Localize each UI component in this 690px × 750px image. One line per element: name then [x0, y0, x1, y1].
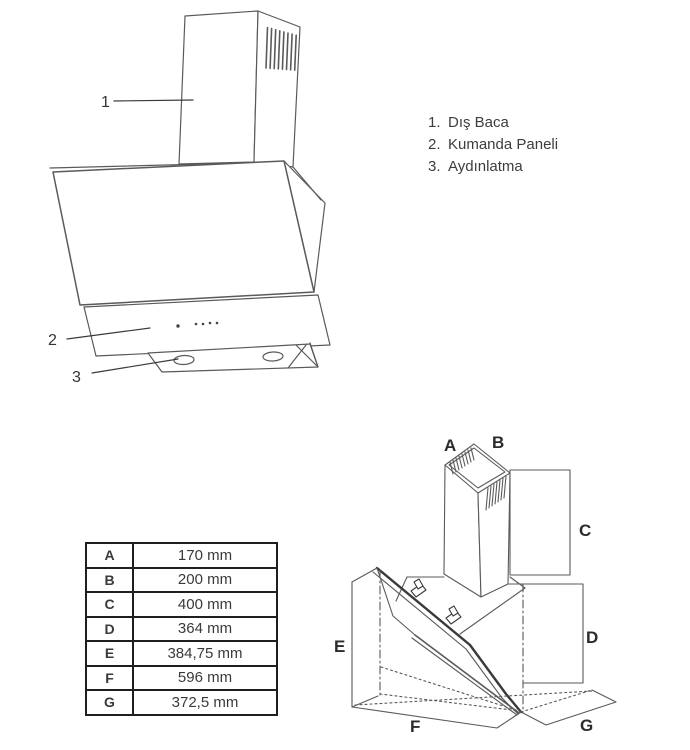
table-row — [86, 568, 277, 593]
dim-label-a: A — [444, 436, 457, 455]
dimension-key-cell: E — [86, 641, 133, 666]
dimension-value-cell: 596 mm — [133, 666, 277, 691]
table-row — [86, 617, 277, 642]
table-row — [86, 641, 277, 666]
legend-item — [428, 156, 558, 178]
dimension-value-cell: 364 mm — [133, 617, 277, 642]
dim-g-plane — [521, 690, 616, 725]
legend-label: Dış Baca — [448, 114, 509, 131]
dimension-value-cell: 200 mm — [133, 568, 277, 593]
dim-label-b: B — [492, 433, 505, 452]
dim-label-f: F — [410, 717, 421, 736]
dimensions-table — [85, 542, 278, 716]
legend-number: 2. — [428, 136, 441, 153]
dimension-key-cell: A — [86, 543, 133, 568]
dimension-value-cell: 400 mm — [133, 592, 277, 617]
lamp-right — [263, 351, 283, 361]
dim-label-c: C — [579, 521, 592, 540]
dimension-value-cell: 384,75 mm — [133, 641, 277, 666]
legend-number: 3. — [428, 158, 441, 175]
chimney — [179, 11, 300, 167]
dimension-diagram — [330, 430, 690, 750]
legend-item — [428, 112, 558, 134]
hood-illustration — [30, 0, 360, 395]
glass-panel — [53, 161, 314, 305]
parts-legend — [428, 112, 558, 178]
legend-number: 1. — [428, 114, 441, 131]
part-label-2: 2 — [48, 332, 57, 349]
part-label-1: 1 — [101, 94, 110, 111]
table-row — [86, 666, 277, 691]
dim-label-e: E — [334, 637, 346, 656]
floor-plane — [352, 667, 592, 728]
dimension-value-cell: 170 mm — [133, 543, 277, 568]
legend-item — [428, 134, 558, 156]
dimension-value-cell: 372,5 mm — [133, 690, 277, 715]
dim-label-d: D — [586, 628, 599, 647]
dimension-key-cell: B — [86, 568, 133, 593]
part-label-3: 3 — [72, 369, 81, 386]
table-row — [86, 592, 277, 617]
diagram-chimney — [444, 444, 510, 597]
table-row — [86, 543, 277, 568]
dim-label-g: G — [580, 716, 594, 735]
lamp-left — [174, 355, 194, 365]
dim-e-line — [352, 568, 378, 707]
diagram-glass — [373, 568, 521, 715]
dimension-key-cell: G — [86, 690, 133, 715]
dim-c-bracket — [510, 470, 570, 575]
dimension-key-cell: D — [86, 617, 133, 642]
table-row — [86, 690, 277, 715]
dimension-key-cell: F — [86, 666, 133, 691]
hood-body — [50, 161, 330, 372]
legend-label: Kumanda Paneli — [448, 136, 559, 153]
dim-d-bracket — [523, 584, 583, 683]
dimension-key-cell: C — [86, 592, 133, 617]
legend-label: Aydınlatma — [448, 158, 523, 175]
